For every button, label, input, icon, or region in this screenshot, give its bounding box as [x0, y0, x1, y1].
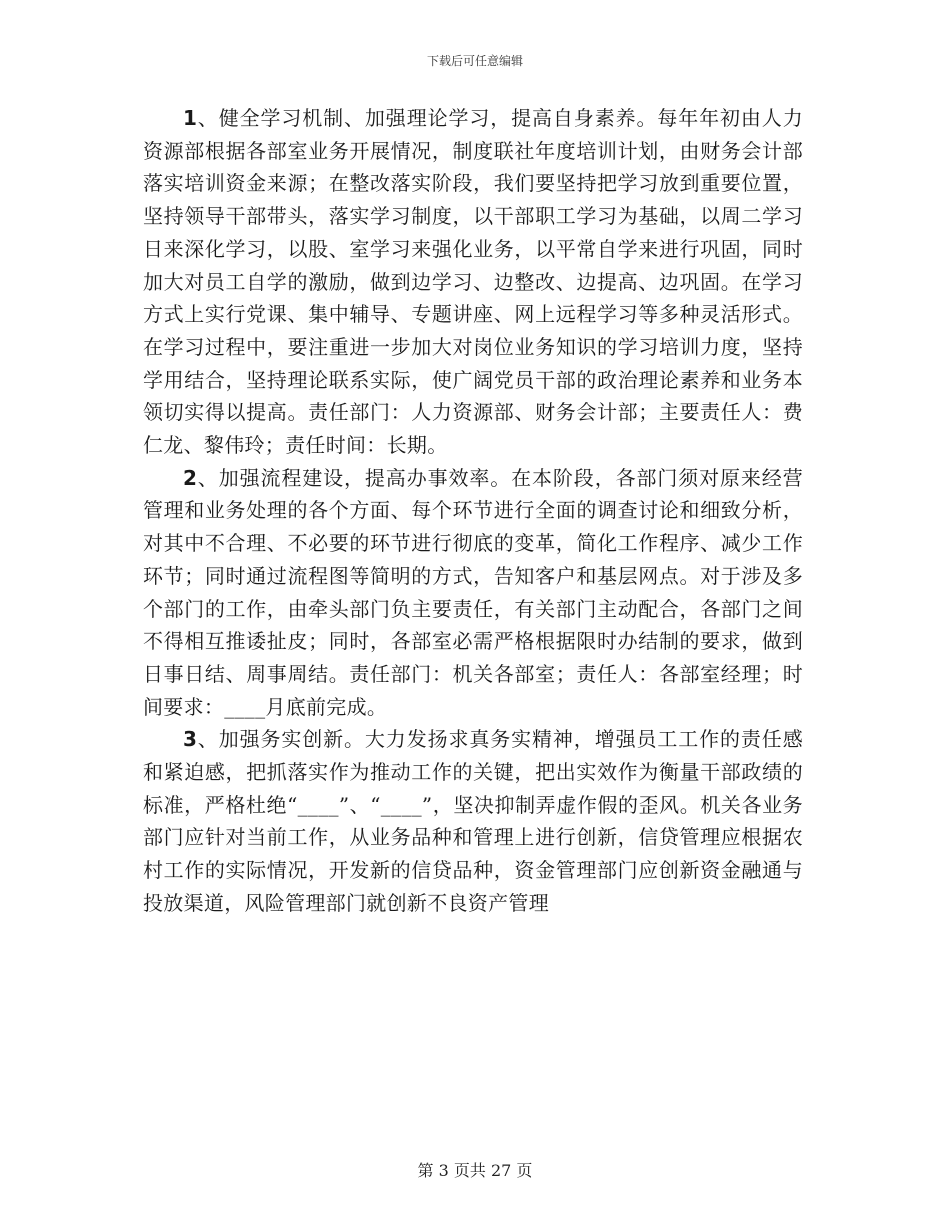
page-header: 下载后可任意编辑	[426, 54, 523, 68]
paragraph-3-text: 、加强务实创新。大力发扬求真务实精神，增强员工工作的责任感和紧迫感，把抓落实作为推动工作的关键，把出实效作为衡量干部政绩的标准，严格杜绝“____”、“____”，坚决抑制弄虚作假的歪风。机关各业务部门应针对当前工作，从业务品种和管理上进行创新，信贷管理应根据农村工作的实际情况，开发新的信贷品种，资金管理部门应创新资金融通与投放渠道，风险管理部门就创新不良资产管理	[143, 727, 803, 915]
paragraph-3-number: 3	[183, 727, 198, 752]
paragraph-2-number: 2	[183, 465, 198, 490]
page-footer: 第 3 页共 27 页	[417, 1161, 533, 1180]
document-body	[143, 102, 803, 920]
paragraph-1	[143, 102, 803, 462]
paragraph-2-text: 、加强流程建设，提高办事效率。在本阶段，各部门须对原来经营管理和业务处理的各个方面、每个环节进行全面的调查讨论和细致分析，对其中不合理、不必要的环节进行彻底的变革，简化工作程序、减少工作环节；同时通过流程图等简明的方式，告知客户和基层网点。对于涉及多个部门的工作，由牵头部门负主要责任，有关部门主动配合，各部门之间不得相互推诿扯皮；同时，各部室必需严格根据限时办结制的要求，做到日事日结、周事周结。责任部门：机关各部室；责任人：各部室经理；时间要求：____月底前完成。	[143, 465, 803, 719]
paragraph-2	[143, 462, 803, 724]
paragraph-3	[143, 723, 803, 919]
paragraph-1-text: 、健全学习机制、加强理论学习，提高自身素养。每年年初由人力资源部根据各部室业务开展情况，制度联社年度培训计划，由财务会计部落实培训资金来源；在整改落实阶段，我们要坚持把学习放到重要位置，坚持领导干部带头，落实学习制度，以干部职工学习为基础，以周二学习日来深化学习，以股、室学习来强化业务，以平常自学来进行巩固，同时加大对员工自学的激励，做到边学习、边整改、边提高、边巩固。在学习方式上实行党课、集中辅导、专题讲座、网上远程学习等多种灵活形式。在学习过程中，要注重进一步加大对岗位业务知识的学习培训力度，坚持学用结合，坚持理论联系实际，使广阔党员干部的政治理论素养和业务本领切实得以提高。责任部门：人力资源部、财务会计部；主要责任人：费仁龙、黎伟玲；责任时间：长期。	[143, 106, 803, 458]
paragraph-1-number: 1	[183, 106, 198, 130]
